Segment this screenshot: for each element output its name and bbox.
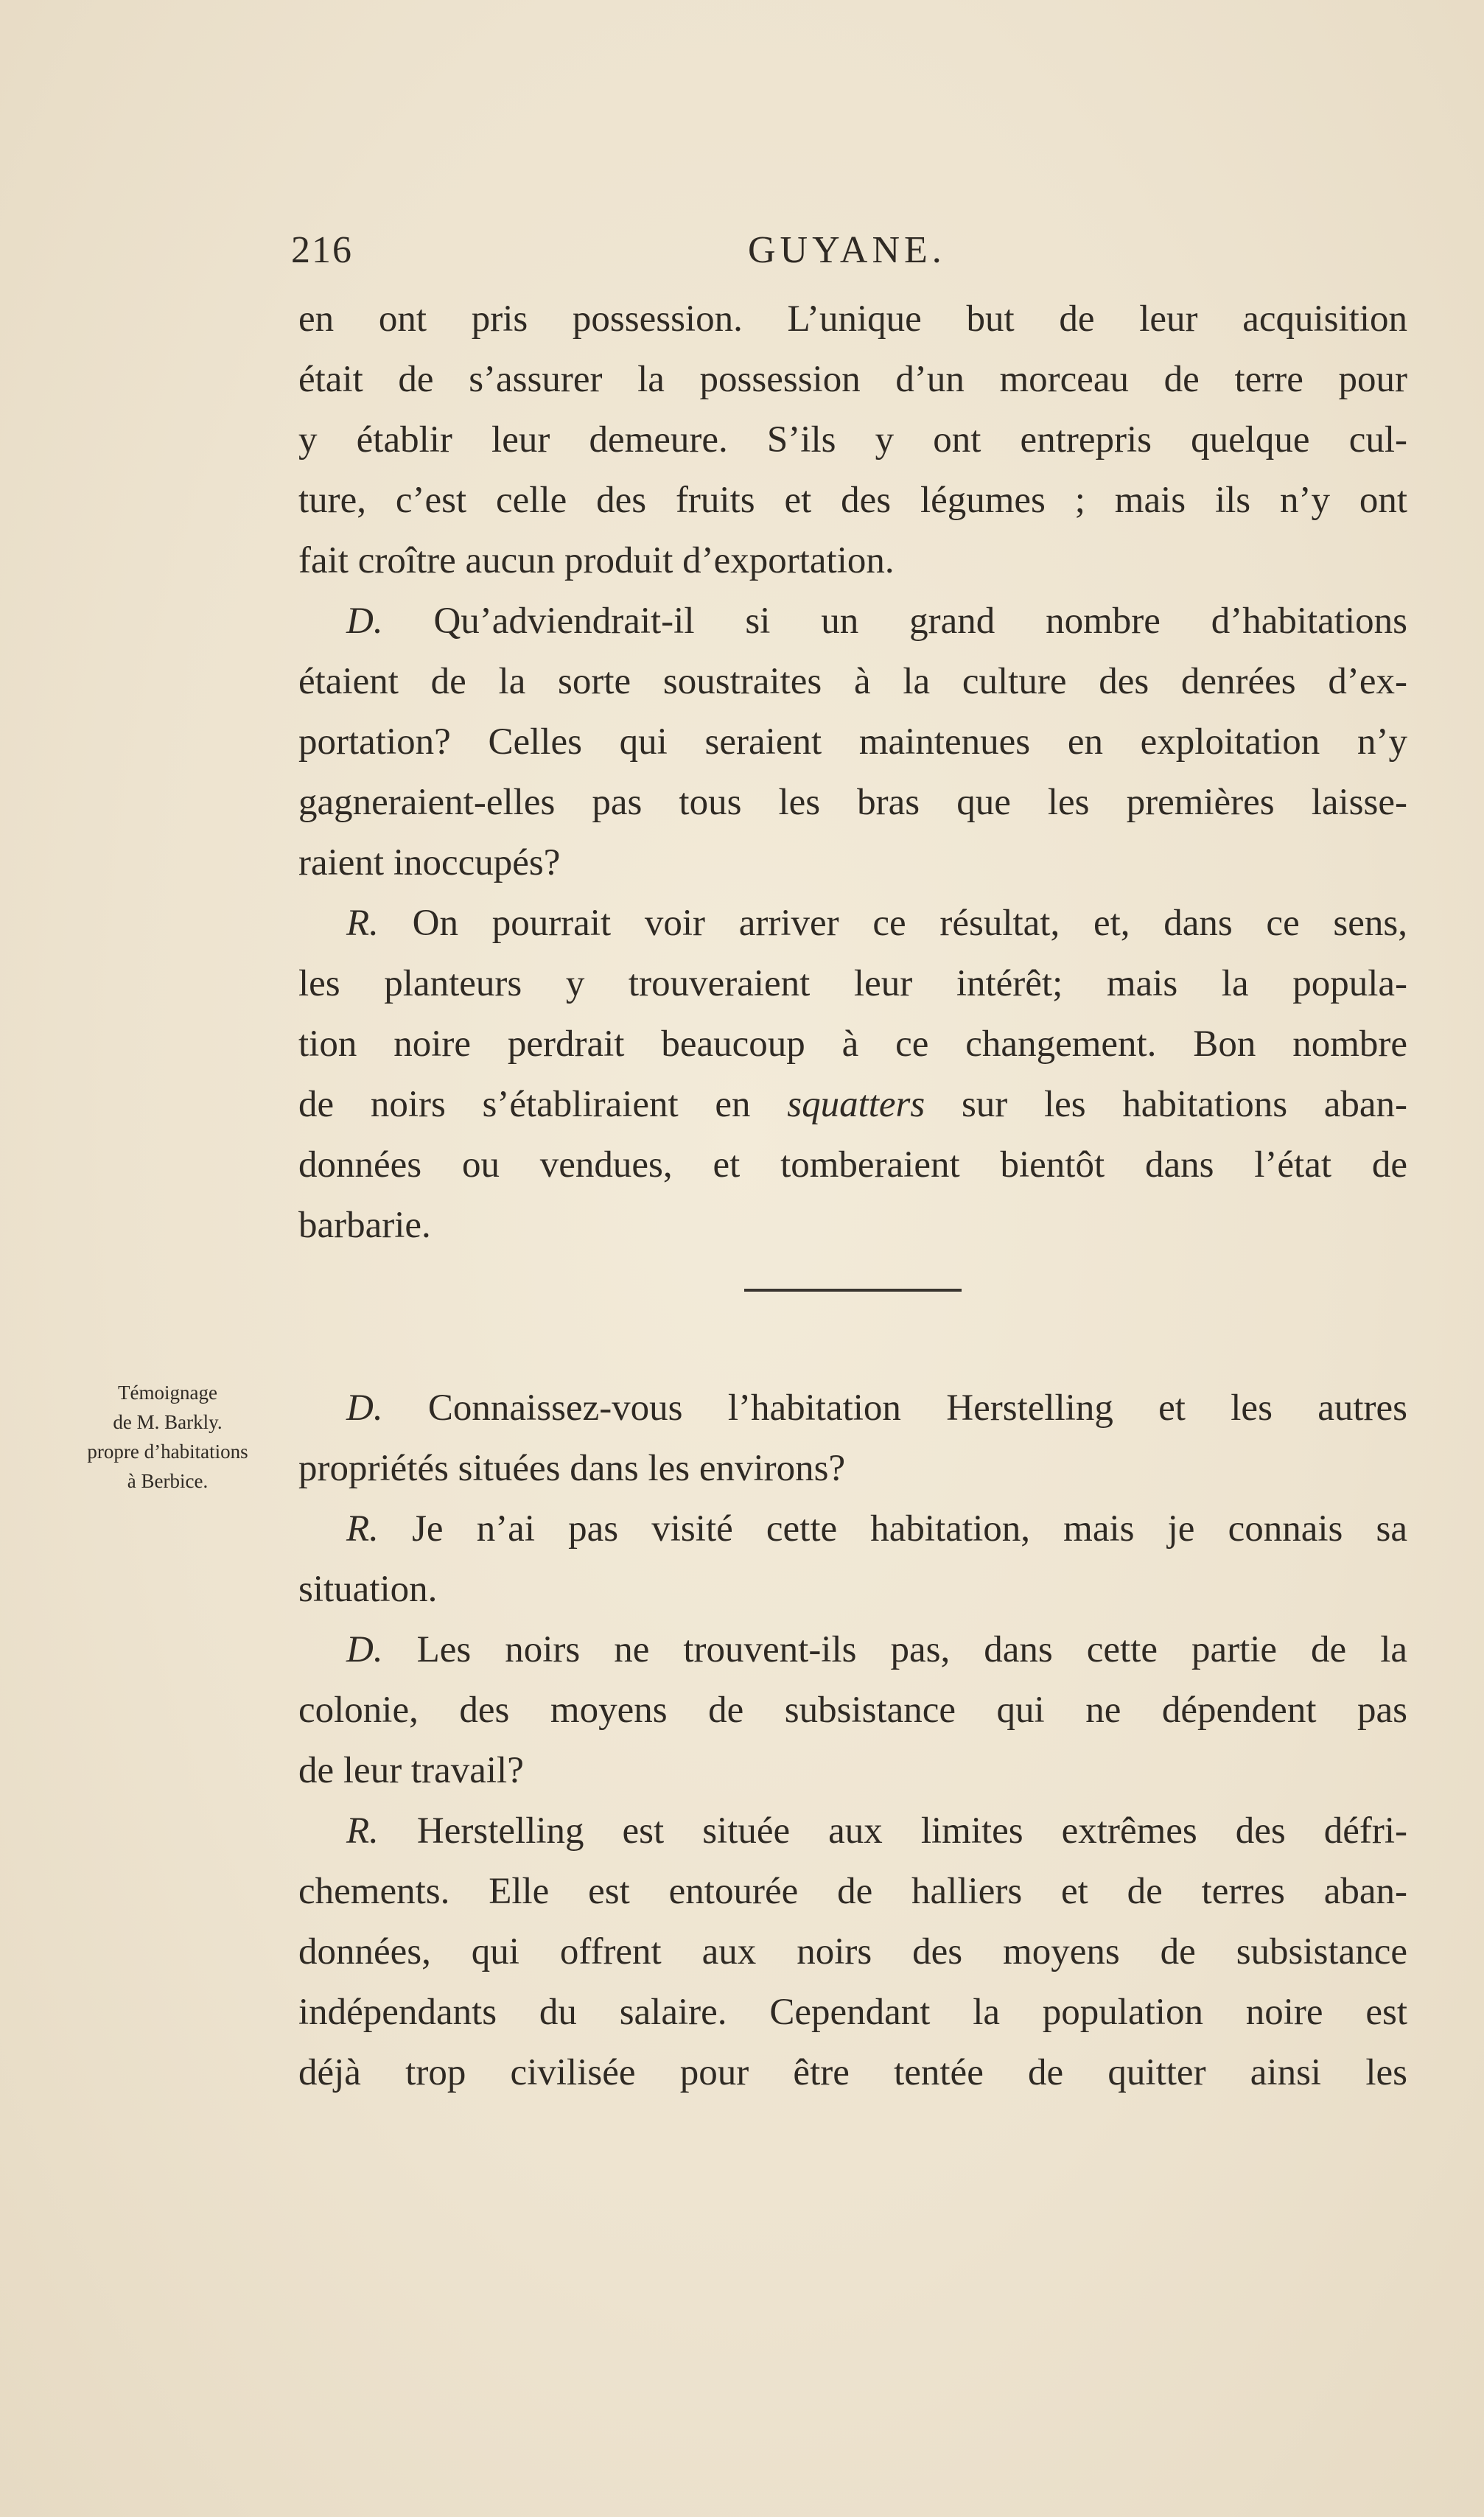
body-text-section-2: [298, 1378, 1407, 2103]
answer-text: Herstelling est située aux limites extrêmes des défri-: [416, 1810, 1407, 1852]
margin-note-line: propre d’habitations: [87, 1440, 248, 1463]
text-line: colonie, des moyens de subsistance qui ne dépendent pas: [298, 1690, 1407, 1731]
text-line: les planteurs y trouveraient leur intérêt; mais la popula-: [298, 963, 1407, 1004]
answer-text: Je n’ai pas visité cette habitation, mais je connais sa: [412, 1508, 1407, 1550]
italic-term: squatters: [787, 1084, 925, 1125]
answer-line: [298, 1499, 1407, 1559]
answer-line: [298, 893, 1407, 953]
text-line: fait croître aucun produit d’exportation.: [298, 540, 895, 581]
question-label: D.: [346, 601, 383, 642]
text-line: données ou vendues, et tomberaient bientôt dans l’état de: [298, 1144, 1407, 1186]
text-line: raient inoccupés?: [298, 842, 561, 883]
text-line: indépendants du salaire. Cependant la population noire est: [298, 1992, 1407, 2033]
answer-label: R.: [346, 1508, 379, 1550]
answer-label: R.: [346, 903, 379, 944]
margin-note-line: à Berbice.: [127, 1470, 209, 1492]
body-text-section-1: [298, 289, 1407, 1256]
question-text: Qu’adviendrait-il si un grand nombre d’habitations: [433, 601, 1407, 642]
text-line: déjà trop civilisée pour être tentée de quitter ainsi les: [298, 2052, 1407, 2093]
text-line: portation? Celles qui seraient maintenues en exploitation n’y: [298, 721, 1407, 763]
text-line: propriétés situées dans les environs?: [298, 1448, 846, 1489]
text-line: étaient de la sorte soustraites à la culture des denrées d’ex-: [298, 661, 1407, 702]
running-title: GUYANE.: [748, 229, 946, 271]
text-line: données, qui offrent aux noirs des moyens de subsistance: [298, 1931, 1407, 1972]
text-line: [298, 1074, 1407, 1135]
margin-note-line: Témoignage: [118, 1382, 217, 1404]
text-line: chements. Elle est entourée de halliers et de terres aban-: [298, 1871, 1407, 1912]
answer-label: R.: [346, 1810, 379, 1852]
text-line: gagneraient-elles pas tous les bras que les premières laisse-: [298, 782, 1407, 823]
section-divider: [744, 1289, 962, 1292]
text-line: de leur travail?: [298, 1750, 524, 1791]
answer-text: On pourrait voir arriver ce résultat, et, dans ce sens,: [412, 903, 1408, 944]
text-line: ture, c’est celle des fruits et des légumes ; mais ils n’y ont: [298, 480, 1407, 521]
text-line: tion noire perdrait beaucoup à ce changement. Bon nombre: [298, 1023, 1407, 1065]
text-line: barbarie.: [298, 1205, 431, 1246]
text-fragment: de noirs s’établiraient en: [298, 1084, 751, 1125]
answer-line: [298, 1801, 1407, 1861]
page-number: 216: [291, 229, 353, 271]
text-fragment: sur les habitations aban-: [961, 1084, 1408, 1125]
question-label: D.: [346, 1629, 383, 1670]
margin-note: [44, 1378, 291, 1496]
text-line: était de s’assurer la possession d’un morceau de terre pour: [298, 359, 1407, 400]
question-text: Les noirs ne trouvent-ils pas, dans cette partie de la: [416, 1629, 1407, 1670]
question-line: [298, 1620, 1407, 1680]
margin-note-line: de M. Barkly.: [113, 1411, 223, 1433]
question-label: D.: [346, 1387, 383, 1429]
text-line: situation.: [298, 1569, 438, 1610]
text-line: y établir leur demeure. S’ils y ont entrepris quelque cul-: [298, 419, 1407, 461]
question-text: Connaissez-vous l’habitation Herstelling et les autres: [427, 1387, 1407, 1429]
question-line: [298, 1378, 1407, 1438]
page-header: [291, 228, 1411, 280]
question-line: [298, 591, 1407, 651]
text-line: en ont pris possession. L’unique but de leur acquisition: [298, 298, 1407, 340]
